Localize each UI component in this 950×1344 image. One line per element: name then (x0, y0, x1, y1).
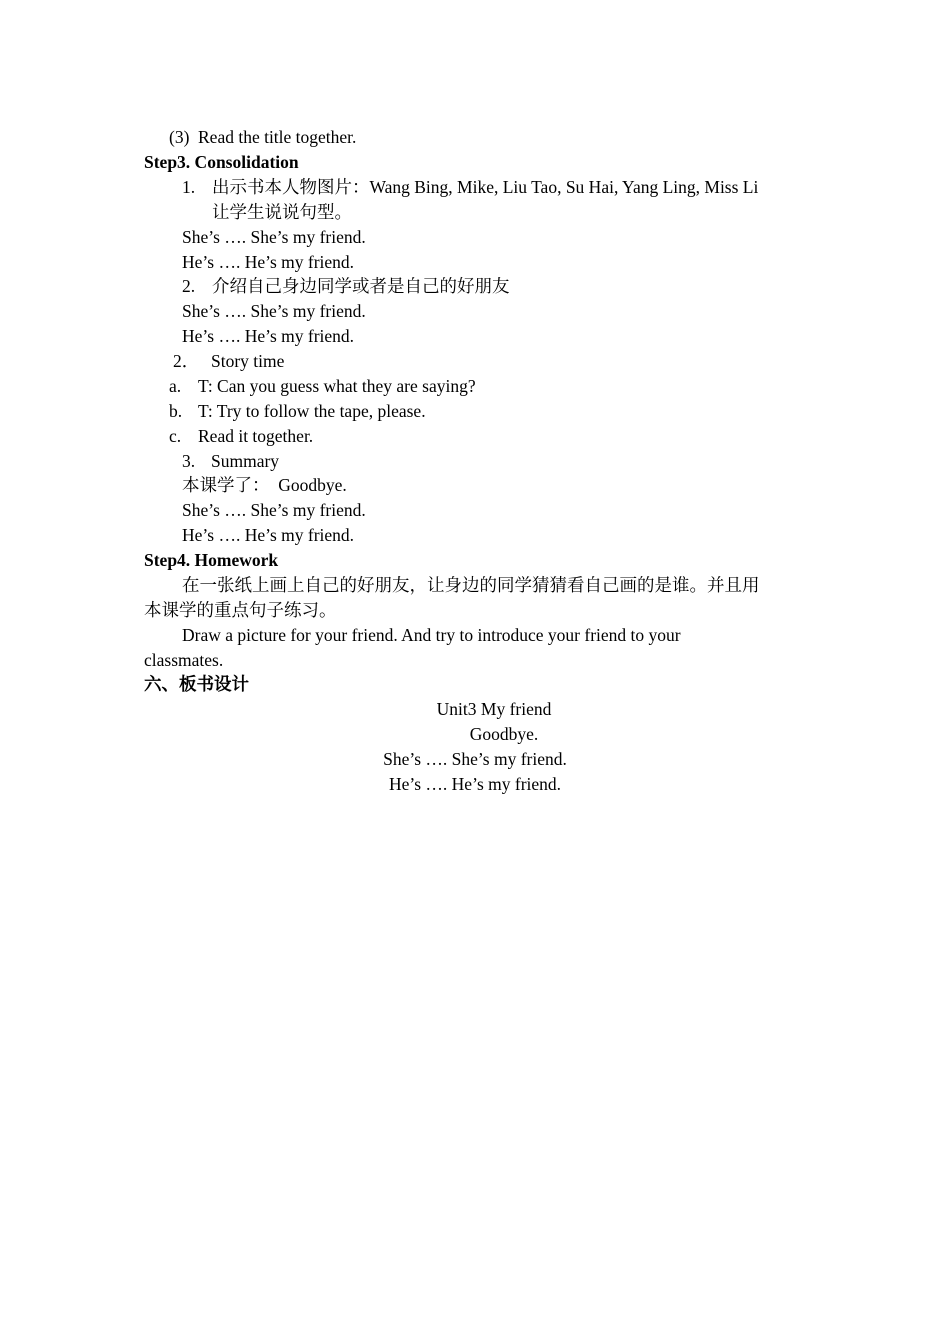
item-number: 3. (182, 451, 196, 471)
item-text: Story time (211, 351, 285, 371)
sentence-she: She’s …. She’s my friend. (182, 500, 366, 520)
item-text: Read the title together. (198, 127, 357, 147)
summary-learned: 本课学了： Goodbye. (182, 475, 347, 495)
sentence-she: She’s …. She’s my friend. (182, 301, 366, 321)
item-number: a. (169, 376, 182, 396)
story-step-c (169, 424, 313, 449)
homework-cn-line-1: 在一张纸上画上自己的好朋友，让身边的同学猜猜看自己画的是谁。并且用 (182, 575, 760, 595)
board-line-she: She’s …. She’s my friend. (383, 749, 567, 769)
story-time-item (173, 349, 284, 374)
item-text: Summary (211, 451, 280, 471)
step3-heading: Step3. Consolidation (144, 152, 299, 172)
item-number: b. (169, 401, 183, 421)
board-line-he: He’s …. He’s my friend. (388, 774, 562, 794)
step3-item-2 (182, 274, 510, 299)
item-number: 2. (182, 276, 196, 296)
sentence-she: She’s …. She’s my friend. (182, 227, 366, 247)
item-text: 出示书本人物图片：Wang Bing, Mike, Liu Tao, Su Hai, Yang Ling, Miss Li (212, 177, 759, 197)
summary-item (182, 449, 279, 474)
step2-item-3 (169, 125, 356, 150)
item-number: 1. (182, 177, 196, 197)
sentence-he: He’s …. He’s my friend. (182, 525, 355, 545)
item-number: c. (169, 426, 182, 446)
board-title: Unit3 My friend (436, 699, 552, 719)
board-line-goodbye: Goodbye. (469, 724, 539, 744)
item-text: 介绍自己身边同学或者是自己的好朋友 (212, 276, 510, 296)
story-step-a (169, 374, 476, 399)
item-number: (3) (169, 127, 190, 147)
item-text: T: Can you guess what they are saying? (198, 376, 476, 396)
step3-item-1 (182, 175, 758, 200)
board-design-heading: 六、板书设计 (144, 674, 249, 694)
step4-heading: Step4. Homework (144, 550, 279, 570)
item-text: Read it together. (198, 426, 314, 446)
sentence-he: He’s …. He’s my friend. (182, 252, 355, 272)
homework-en-line-1: Draw a picture for your friend. And try to introduce your friend to your (182, 625, 681, 645)
sentence-he: He’s …. He’s my friend. (182, 326, 355, 346)
story-step-b (169, 399, 426, 424)
homework-en-line-2: classmates. (144, 650, 224, 670)
step3-item-1-cont: 让学生说说句型。 (212, 202, 352, 222)
item-number: 2． (173, 351, 200, 371)
item-text: T: Try to follow the tape, please. (198, 401, 426, 421)
homework-cn-line-2: 本课学的重点句子练习。 (144, 600, 337, 620)
